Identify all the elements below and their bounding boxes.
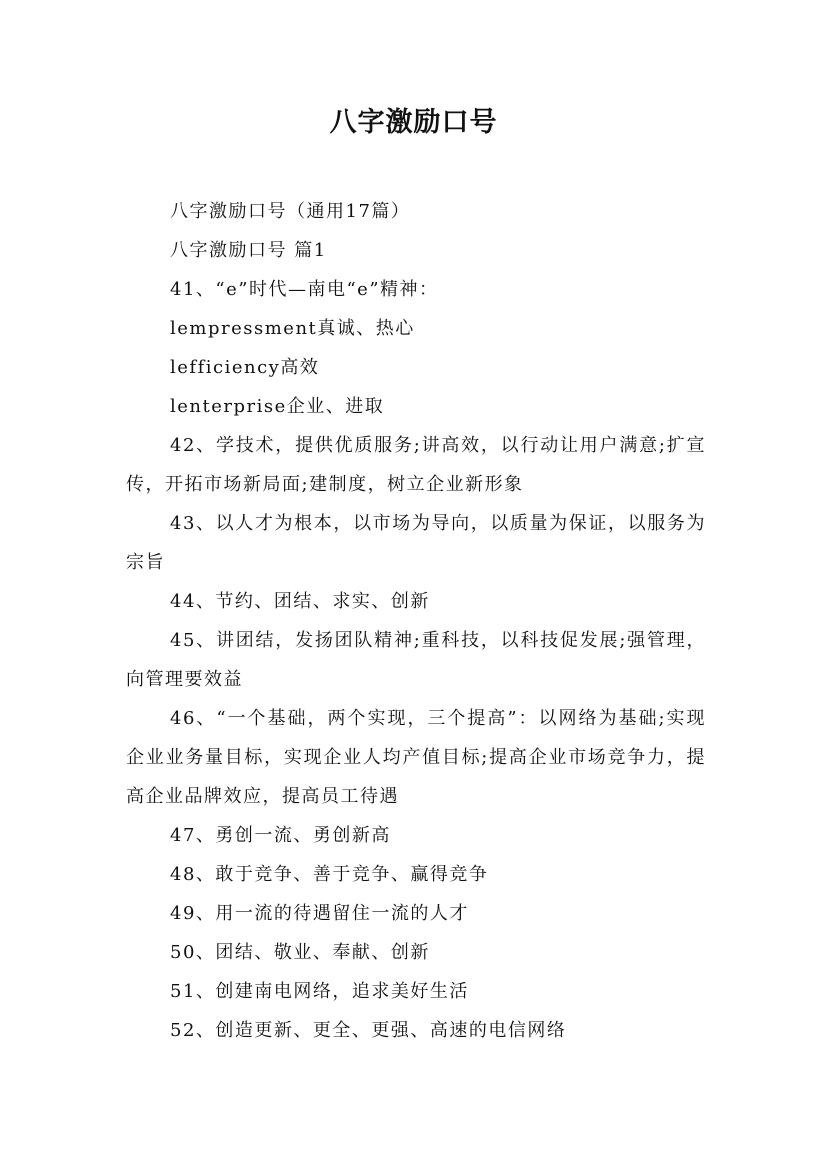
paragraph: 43、以人才为根本，以市场为导向，以质量为保证，以服务为宗旨 <box>126 513 706 573</box>
paragraph: 49、用一流的待遇留住一流的人才 <box>170 903 469 924</box>
paragraph: 44、节约、团结、求实、创新 <box>170 591 430 612</box>
paragraph: 51、创建南电网络，追求美好生活 <box>170 981 469 1002</box>
paragraph: 47、勇创一流、勇创新高 <box>170 825 391 846</box>
paragraph: lempressment真诚、热心 <box>170 318 415 339</box>
paragraph: 52、创造更新、更全、更强、高速的电信网络 <box>170 1020 567 1041</box>
paragraph: 八字激励口号（通用17篇） <box>170 201 411 222</box>
paragraph: 46、“一个基础，两个实现，三个提高”：以网络为基础;实现企业业务量目标，实现企业人均产值目标;提高企业市场竞争力，提高企业品牌效应，提高员工待遇 <box>126 708 706 807</box>
paragraph: 48、敢于竞争、善于竞争、赢得竞争 <box>170 864 489 885</box>
paragraph: lenterprise企业、进取 <box>170 396 385 417</box>
paragraph: 50、团结、敬业、奉献、创新 <box>170 942 430 963</box>
paragraph: 45、讲团结，发扬团队精神;重科技，以科技促发展;强管理，向管理要效益 <box>126 630 706 690</box>
document-body <box>126 192 706 1050</box>
paragraph: lefficiency高效 <box>170 357 320 378</box>
paragraph: 41、“e”时代—南电“e”精神： <box>170 279 439 300</box>
paragraph: 八字激励口号 篇1 <box>170 240 327 261</box>
paragraph: 42、学技术，提供优质服务;讲高效，以行动让用户满意;扩宣传，开拓市场新局面;建制度，树立企业新形象 <box>126 435 706 495</box>
document-title: 八字激励口号 <box>329 107 498 138</box>
